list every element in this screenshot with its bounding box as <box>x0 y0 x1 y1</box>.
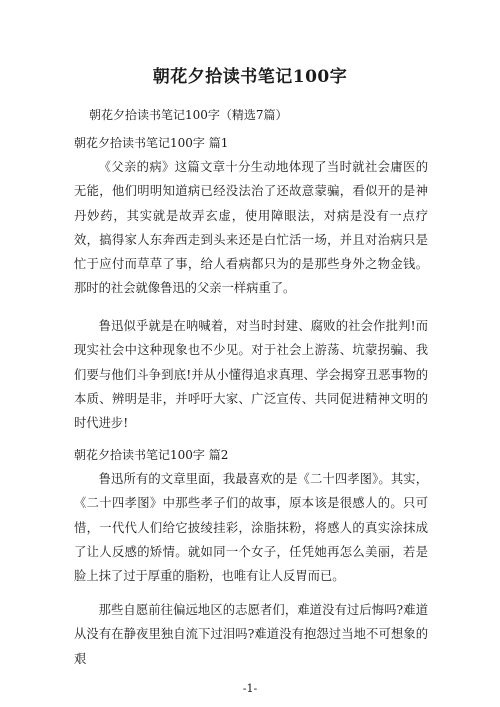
document-subtitle: 朝花夕拾读书笔记100字（精选7篇） <box>89 108 288 122</box>
page-number: -1- <box>242 682 258 695</box>
section-2-paragraph-1: 鲁迅所有的文章里面，我最喜欢的是《二十四孝图》。其实，《二十四孝图》中那些孝子们的故事，原本该是很感人的。只可惜，一代代人们给它披绫挂彩，涂脂抹粉，将感人的真实涂抹成了让人反感的矫情。就如同一个女子，任凭她再怎么美丽，若是脸上抹了过于厚重的脂粉，也唯有让人反胃而已。 <box>74 472 428 584</box>
section-1-paragraph-2: 鲁迅似乎就是在呐喊着，对当时封建、腐败的社会作批判!而现实社会中这种现象也不少见。对于社会上游荡、坑蒙拐骗、我们要与他们斗争到底!并从小懂得追求真理、学会揭穿丑恶事物的本质、辨明是非，并呼吁大家、广泛宣传、共同促进精神文明的时代进步! <box>74 319 428 431</box>
section-heading-2: 朝花夕拾读书笔记100字 篇2 <box>74 448 229 462</box>
section-1-paragraph-1: 《父亲的病》这篇文章十分生动地体现了当时就社会庸医的无能，他们明明知道病已经没法治了还故意蒙骗，看似开的是神丹妙药，其实就是故弄玄虚，使用障眼法，对病是没有一点疗效，搞得家人东奔西走到头来还是白忙活一场，并且对治病只是忙于应付而草草了事，给人看病都只为的是那些身外之物金钱。那时的社会就像鲁迅的父亲一样病重了。 <box>74 160 428 296</box>
section-2-paragraph-2: 那些自愿前往偏远地区的志愿者们，难道没有过后悔吗?难道从没有在静夜里独自流下过泪吗?难道没有抱怨过当地不可想象的艰 <box>74 603 428 666</box>
section-heading-1: 朝花夕拾读书笔记100字 篇1 <box>74 136 229 150</box>
document-title: 朝花夕拾读书笔记100字 <box>152 67 348 87</box>
